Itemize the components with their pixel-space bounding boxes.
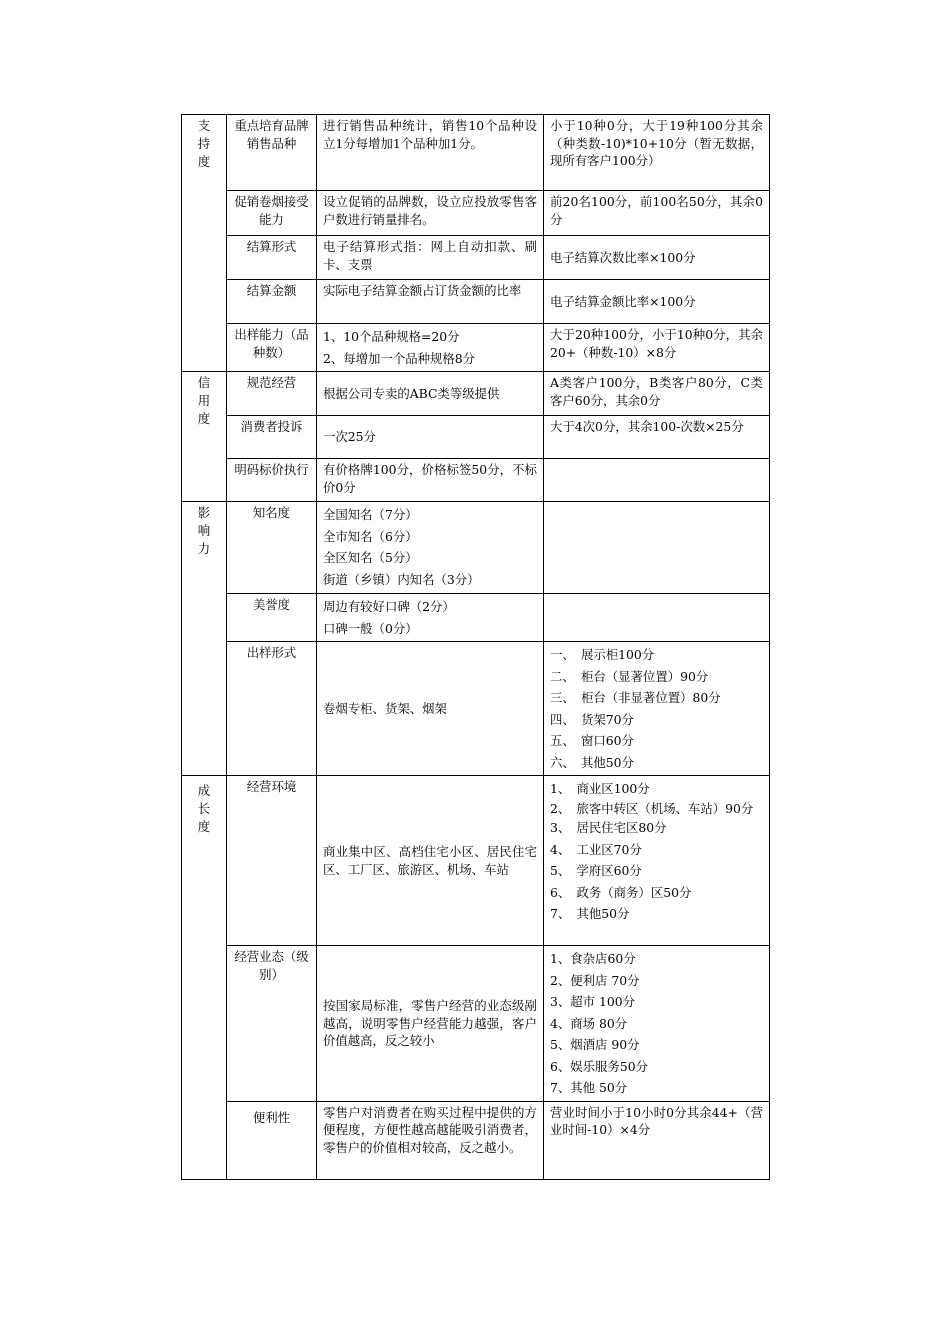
category-label: 信用度: [197, 375, 211, 426]
scoring-rule-cell: [544, 946, 770, 1102]
rule-line: 5、 学府区60分: [550, 863, 642, 878]
scoring-rule-cell: 电子结算金额比率×100分: [544, 280, 770, 324]
rule-line: 7、 其他50分: [550, 906, 630, 921]
table-row: [182, 115, 770, 191]
rule-line: 4、 工业区70分: [550, 841, 642, 857]
description-line: 口碑一般（0分）: [323, 620, 418, 636]
rule-line: 三、 柜台（非显著位置）80分: [550, 690, 721, 705]
description-cell: 有价格牌100分，价格标签50分，不标价0分: [317, 459, 544, 502]
description-cell: [317, 594, 544, 642]
rule-line: 五、 窗口60分: [550, 733, 634, 748]
description-line: 2、每增加一个品种规格8分: [323, 350, 476, 366]
rule-line: 5、烟酒店 90分: [550, 1037, 640, 1052]
description-line: 周边有较好口碑（2分）: [323, 599, 455, 614]
scoring-rule-cell: [544, 776, 770, 946]
description-cell: 零售户对消费者在购买过程中提供的方便程度，方便性越高越能吸引消费者，零售户的价值相对较高，反之越小。: [317, 1101, 544, 1179]
category-label: 影响力: [197, 505, 211, 556]
item-cell: 重点培育品牌销售品种: [227, 115, 317, 191]
scoring-rule-cell: [544, 642, 770, 776]
item-cell: 美誉度: [227, 594, 317, 642]
category-cell: [182, 776, 227, 1180]
scoring-rule-cell: 营业时间小于10小时0分其余44+（营业时间-10）×4分: [544, 1101, 770, 1179]
table-row: [182, 324, 770, 372]
table-row: [182, 1101, 770, 1179]
rule-line: 6、娱乐服务50分: [550, 1058, 648, 1074]
item-cell: 促销卷烟接受能力: [227, 191, 317, 236]
category-label: 支持度: [197, 118, 211, 169]
description-cell: [317, 502, 544, 594]
description-cell: 电子结算形式指：网上自动扣款、刷卡、支票: [317, 236, 544, 280]
category-label: 成长度: [197, 783, 211, 834]
item-cell: 消费者投诉: [227, 416, 317, 459]
category-cell: [182, 115, 227, 372]
item-cell: 结算形式: [227, 236, 317, 280]
item-cell: 出样形式: [227, 642, 317, 776]
scoring-rule-cell: 前20名100分，前100名50分，其余0分: [544, 191, 770, 236]
item-cell: 结算金额: [227, 280, 317, 324]
description-cell: 进行销售品种统计，销售10个品种设立1分每增加1个品种加1分。: [317, 115, 544, 191]
rule-line: 四、 货架70分: [550, 711, 634, 727]
item-cell: 知名度: [227, 502, 317, 594]
table-row: [182, 280, 770, 324]
rule-line: 2、 旅客中转区（机场、车站）90分: [550, 800, 754, 816]
scoring-rule-cell: A类客户100分，B类客户80分，C类客户60分，其余0分: [544, 372, 770, 416]
rule-line: 六、 其他50分: [550, 754, 634, 770]
scoring-rule-cell: 电子结算次数比率×100分: [544, 236, 770, 280]
description-line: 1、10个品种规格=20分: [323, 329, 460, 344]
item-cell: 便利性: [227, 1101, 317, 1179]
scoring-rule-cell: [544, 502, 770, 594]
rule-line: 一、 展示柜100分: [550, 647, 655, 662]
item-cell: 经营环境: [227, 776, 317, 946]
table-row: [182, 191, 770, 236]
description-cell: 实际电子结算金额占订货金额的比率: [317, 280, 544, 324]
table-row: [182, 642, 770, 776]
table-row: [182, 459, 770, 502]
description-cell: 设立促销的品牌数，设立应投放零售客户数进行销量排名。: [317, 191, 544, 236]
description-cell: 商业集中区、高档住宅小区、居民住宅区、工厂区、旅游区、机场、车站: [317, 776, 544, 946]
rule-line: 3、超市 100分: [550, 994, 636, 1009]
table-row: [182, 946, 770, 1102]
item-cell: 经营业态（级别）: [227, 946, 317, 1102]
scoring-rule-cell: 大于20种100分，小于10种0分，其余20+（种数-10）×8分: [544, 324, 770, 372]
rule-line: 7、其他 50分: [550, 1080, 628, 1095]
scoring-table: [181, 114, 770, 1180]
description-line: 街道（乡镇）内知名（3分）: [323, 571, 480, 587]
description-cell: 卷烟专柜、货架、烟架: [317, 642, 544, 776]
rule-line: 6、 政务（商务）区50分: [550, 884, 692, 900]
scoring-rule-cell: [544, 459, 770, 502]
rule-line: 二、 柜台（显著位置）90分: [550, 668, 709, 684]
item-cell: 明码标价执行: [227, 459, 317, 502]
rule-line: 1、食杂店60分: [550, 951, 636, 966]
table-row: [182, 502, 770, 594]
scoring-rule-cell: 大于4次0分，其余100-次数×25分: [544, 416, 770, 459]
item-cell: 规范经营: [227, 372, 317, 416]
table-row: [182, 416, 770, 459]
item-cell: 出样能力（品种数）: [227, 324, 317, 372]
description-line: 全市知名（6分）: [323, 528, 418, 544]
rule-line: 4、商场 80分: [550, 1015, 628, 1031]
table-row: [182, 372, 770, 416]
description-cell: 按国家局标准，零售户经营的业态级剐越高，说明零售户经营能力越强，客户价值越高，反之较小: [317, 946, 544, 1102]
description-line: 全区知名（5分）: [323, 550, 418, 565]
category-cell: [182, 372, 227, 502]
scoring-rule-cell: [544, 594, 770, 642]
description-line: 全国知名（7分）: [323, 507, 418, 522]
table-row: [182, 236, 770, 280]
rule-line: 1、 商业区100分: [550, 781, 650, 796]
rule-line: 3、 居民住宅区80分: [550, 820, 667, 835]
table-row: [182, 594, 770, 642]
description-cell: 根据公司专卖的ABC类等级提供: [317, 372, 544, 416]
rule-line: 2、便利店 70分: [550, 972, 640, 988]
description-cell: [317, 324, 544, 372]
description-cell: 一次25分: [317, 416, 544, 459]
scoring-rule-cell: 小于10种0分，大于19种100分其余（种类数-10)*10+10分（暂无数据，现所有客户100分）: [544, 115, 770, 191]
table-row: [182, 776, 770, 946]
category-cell: [182, 502, 227, 776]
